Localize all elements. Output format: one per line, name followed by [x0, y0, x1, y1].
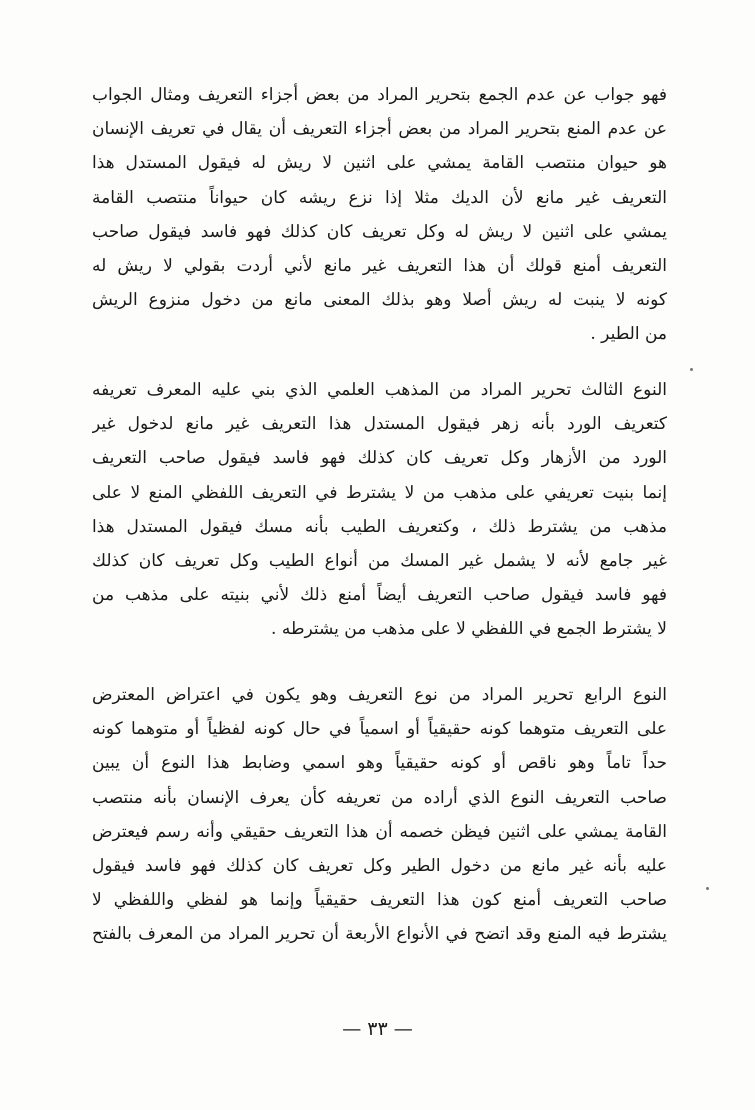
text-line: كتعريف الورد بأنه زهر فيقول المستدل هذا التعريف غير مانع لدخول غير — [92, 414, 667, 435]
text-line: صاحب التعريف أمنع كون هذا التعريف حقيقياً وإنما هو لفظي واللفظي لا — [92, 890, 667, 911]
page-number: — ٣٣ — — [342, 1018, 413, 1040]
text-line: فهو فاسد فيقول صاحب التعريف أيضاً أمنع ذلك لأني بنيته على مذهب من — [92, 585, 667, 606]
text-line: من الطير . — [590, 324, 667, 345]
text-line: النوع الرابع تحرير المراد من نوع التعريف وهو يكون في اعتراض المعترض — [92, 685, 667, 705]
paragraph-1 — [92, 78, 667, 352]
text-line: حداً تاماً وهو ناقص أو كونه حقيقياً وهو اسمي وضابط هذا النوع أن يبين — [92, 753, 667, 774]
text-line: هو حيوان منتصب القامة يمشي على اثنين لا ريش له فيقول المستدل هذا — [92, 153, 667, 174]
text-line: يشترط فيه المنع وقد اتضح في الأنواع الأربعة أن تحرير المراد من المعرف بالفتح — [92, 924, 667, 945]
text-line: الورد من الأزهار وكل تعريف كان كذلك فهو فاسد فيقول صاحب التعريف — [92, 448, 667, 469]
text-line: القامة يمشي على اثنين فيظن خصمه أن هذا التعريف حقيقي وأنه رسم فيعترض — [92, 821, 667, 842]
text-line: عليه بأنه غير مانع من دخول الطير وكل تعريف كان كذلك فهو فاسد فيقول — [92, 856, 667, 877]
text-line: كونه لا ينبت له ريش أصلا وهو بذلك المعنى مانع من دخول منزوع الريش — [92, 290, 667, 311]
text-line: يمشي على اثنين لا ريش له وكل تعريف كان كذلك فهو فاسد فيقول صاحب — [92, 221, 667, 242]
text-line: عن عدم المنع بتحرير المراد من بعض أجزاء التعريف أن يقال في تعريف الإنسان — [92, 119, 667, 140]
paragraph-3 — [92, 678, 667, 952]
text-line: غير جامع لأنه لا يشمل غير المسك من أنواع الطيب وكل تعريف كان كذلك — [92, 551, 667, 572]
text-line: على التعريف متوهما كونه حقيقياً أو اسمياً في حال كونه لفظياً أو متوهما كونه — [92, 719, 667, 740]
text-line: التعريف غير مانع لأن الديك مثلا إذا نزع ريشه كان حيواناً منتصب القامة — [92, 187, 667, 208]
text-line: إنما بنيت تعريفي على مذهب من لا يشترط في التعريف اللفظي المنع لا على — [92, 482, 667, 503]
text-line: مذهب من يشترط ذلك ، وكتعريف الطيب بأنه مسك فيقول المستدل هذا — [92, 516, 667, 537]
text-line: صاحب التعريف النوع الذي أراده من تعريفه كأن يعرف الإنسان بأنه منتصب — [92, 787, 667, 808]
text-line: التعريف أمنع قولك أن هذا التعريف غير مانع لأني أردت بقولي لا ريش له — [92, 256, 667, 277]
scan-speck — [706, 887, 709, 890]
scan-speck — [690, 368, 693, 371]
text-line: النوع الثالث تحرير المراد من المذهب العلمي الذي بني عليه المعرف تعريفه — [92, 380, 667, 400]
text-line: فهو جواب عن عدم الجمع بتحرير المراد من بعض أجزاء التعريف ومثال الجواب — [92, 85, 667, 105]
paragraph-2 — [92, 373, 667, 647]
text-line: لا يشترط الجمع في اللفظي لا على مذهب من يشترطه . — [271, 619, 667, 640]
